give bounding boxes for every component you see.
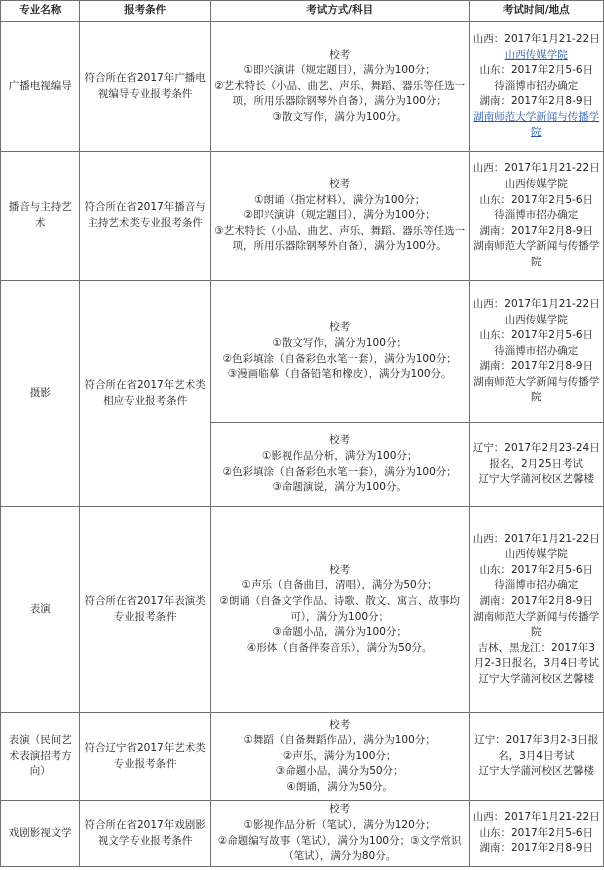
header-time: 考试时间/地点	[469, 1, 603, 22]
table-row	[1, 152, 604, 281]
table-row	[1, 507, 604, 713]
time-cell	[469, 801, 603, 867]
exam-line: ②色彩填涂（自备彩色水笔一套），满分为100分；	[222, 465, 457, 478]
table-row	[1, 281, 604, 423]
exam-cell	[210, 152, 469, 281]
exam-line: ③艺术特长（小品、曲艺、声乐、舞蹈、器乐等任选一项，所用乐器除钢琴外自备），满分为100分。	[214, 224, 466, 253]
time-cell	[469, 152, 603, 281]
time-line: 待淄博市招办确定	[494, 209, 579, 222]
exam-line: ①散文写作，满分为100分；	[272, 336, 407, 349]
time-line: 山东：2017年2月5-6日	[479, 826, 594, 839]
header-major: 专业名称	[1, 1, 80, 22]
condition-cell: 符合所在省2017年广播电视编导专业报考条件	[80, 22, 210, 152]
exam-line: ④形体（自备伴奏音乐），满分为50分。	[246, 641, 433, 654]
condition-cell: 符合所在省2017年播音与主持艺术类专业报考条件	[80, 152, 210, 281]
time-line: 吉林、黑龙江：2017年3月2-3日报名，3月4日考试	[473, 641, 599, 670]
time-line: 辽宁：2017年2月23-24日报名，2月25日考试	[472, 442, 600, 470]
exam-cell	[210, 507, 469, 713]
major-cell: 表演（民间艺术表演招考方向）	[1, 713, 80, 801]
time-line: 山西：2017年1月21-22日	[472, 32, 600, 45]
time-cell	[469, 281, 603, 423]
time-line: 辽宁：2017年3月2-3日报名，3月4日考试	[474, 734, 599, 762]
time-line: 湖南：2017年2月8-9日	[479, 594, 594, 607]
exam-line: ④朗诵，满分为50分。	[286, 780, 394, 793]
table-header-row	[1, 1, 604, 22]
exam-cell	[210, 801, 469, 867]
time-line: 待淄博市招办确定	[494, 344, 579, 357]
time-line: 湖南：2017年2月8-9日	[479, 360, 594, 373]
condition-cell: 符合所在省2017年表演类专业报考条件	[80, 507, 210, 713]
location-link[interactable]: 山西传媒学院	[504, 48, 568, 61]
exam-line: ②即兴演讲（规定题目），满分为100分；	[243, 209, 436, 222]
exam-line: ②艺术特长（小品、曲艺、声乐、舞蹈、器乐等任选一项，所用乐器除钢琴外自备），满分为100分；	[214, 79, 466, 108]
exam-line: ②朗诵（自备文学作品、诗歌、散文、寓言、故事均可），满分为100分；	[219, 594, 460, 623]
time-line: 湖南：2017年2月8-9日	[479, 224, 594, 237]
exam-line: ③命题小品，满分为100分；	[272, 626, 407, 639]
exam-line: ③漫画临摹（自备铅笔和橡皮），满分为100分。	[227, 368, 452, 381]
exam-line: 校考	[329, 48, 351, 61]
time-line: 湖南师范大学新闻与传播学院	[473, 240, 600, 268]
time-line: 山东：2017年2月5-6日	[479, 563, 594, 576]
header-condition: 报考条件	[80, 1, 210, 22]
exam-line: ①即兴演讲（规定题目），满分为100分；	[243, 64, 436, 77]
condition-cell: 符合所在省2017年艺术类相应专业报考条件	[80, 281, 210, 507]
header-exam: 考试方式/科目	[210, 1, 469, 22]
condition-cell: 符合所在省2017年戏剧影视文学专业报考条件	[80, 801, 210, 867]
major-cell: 摄影	[1, 281, 80, 507]
time-line: 湖南：2017年2月8-9日	[479, 842, 594, 855]
condition-cell: 符合辽宁省2017年艺术类专业报考条件	[80, 713, 210, 801]
major-cell: 播音与主持艺术	[1, 152, 80, 281]
exam-line: ①影视作品分析（笔试），满分为120分；	[243, 818, 436, 831]
time-line: 待淄博市招办确定	[494, 79, 579, 92]
exam-cell	[210, 22, 469, 152]
time-line: 山东：2017年2月5-6日	[479, 64, 594, 77]
time-line: 山西：2017年1月21-22日	[472, 297, 600, 310]
time-line: 山西：2017年1月21-22日	[472, 162, 600, 175]
time-line: 湖南师范大学新闻与传播学院	[473, 610, 600, 639]
exam-line: 校考	[329, 718, 351, 731]
location-link[interactable]: 湖南师范大学新闻与传播学院	[473, 110, 600, 139]
exam-line: ①影视作品分析，满分为100分；	[261, 449, 418, 462]
exam-line: ③命题小品，满分为50分；	[275, 765, 404, 778]
exam-line: 校考	[329, 321, 351, 334]
table-row	[1, 713, 604, 801]
time-cell	[469, 507, 603, 713]
exam-line: ①声乐（自备曲目，清唱），满分为50分；	[241, 579, 438, 592]
time-line: 辽宁大学蒲河校区艺馨楼	[478, 672, 595, 685]
exam-line: 校考	[329, 563, 351, 576]
time-line: 待淄博市招办确定	[494, 579, 579, 592]
time-line: 山东：2017年2月5-6日	[479, 193, 594, 206]
exam-line: ②命题编写故事（笔试），满分为100分；③文学常识（笔试），满分为80分。	[217, 834, 462, 863]
time-line: 山西：2017年1月21-22日	[472, 532, 600, 545]
exam-line: ②声乐，满分为100分；	[282, 749, 397, 762]
exam-line: 校考	[329, 178, 351, 191]
time-line: 湖南：2017年2月8-9日	[479, 95, 594, 108]
exam-cell	[210, 281, 469, 423]
time-line: 山东：2017年2月5-6日	[479, 329, 594, 342]
exam-cell	[210, 423, 469, 507]
exam-line: ③散文写作，满分为100分。	[272, 110, 407, 123]
exam-cell	[210, 713, 469, 801]
table-row	[1, 22, 604, 152]
major-cell: 戏剧影视文学	[1, 801, 80, 867]
exam-line: ①舞蹈（自备舞蹈作品），满分为100分；	[243, 734, 436, 747]
time-line: 湖南师范大学新闻与传播学院	[473, 375, 600, 404]
time-line: 山西传媒学院	[504, 313, 568, 326]
exam-line: 校考	[329, 434, 351, 447]
exam-line: ③命题演说，满分为100分。	[272, 481, 407, 494]
major-cell: 表演	[1, 507, 80, 713]
time-line: 山西：2017年1月21-22日	[472, 811, 600, 824]
time-cell	[469, 423, 603, 507]
time-line: 辽宁大学蒲河校区艺馨楼	[478, 473, 595, 486]
exam-line: ②色彩填涂（自备彩色水笔一套），满分为100分；	[222, 352, 457, 365]
table-row	[1, 801, 604, 867]
time-cell	[469, 713, 603, 801]
time-cell	[469, 22, 603, 152]
major-cell: 广播电视编导	[1, 22, 80, 152]
time-line: 山西传媒学院	[504, 548, 568, 561]
time-line: 辽宁大学蒲河校区艺馨楼	[478, 765, 595, 778]
time-line: 山西传媒学院	[504, 178, 568, 191]
exam-line: 校考	[329, 803, 351, 816]
exam-line: ①朗诵（指定材料），满分为100分；	[254, 193, 426, 206]
